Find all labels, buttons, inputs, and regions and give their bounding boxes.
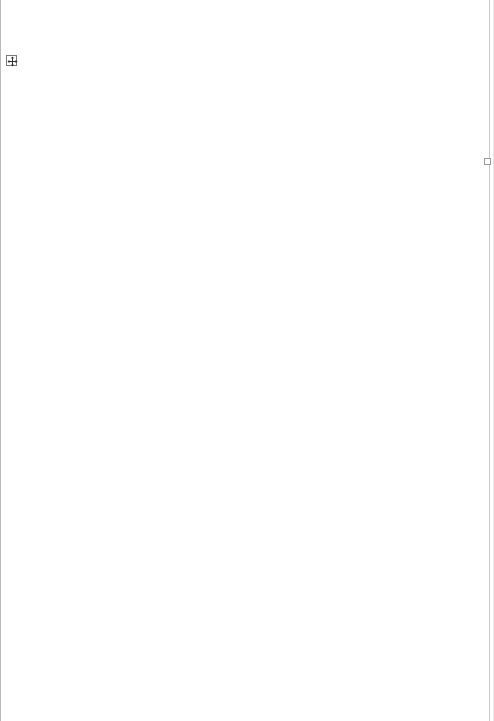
table-move-handle-icon[interactable] bbox=[6, 55, 17, 66]
page-left-edge bbox=[0, 0, 1, 721]
page-right-edge bbox=[489, 0, 490, 721]
table-resize-handle-icon[interactable] bbox=[484, 158, 491, 165]
